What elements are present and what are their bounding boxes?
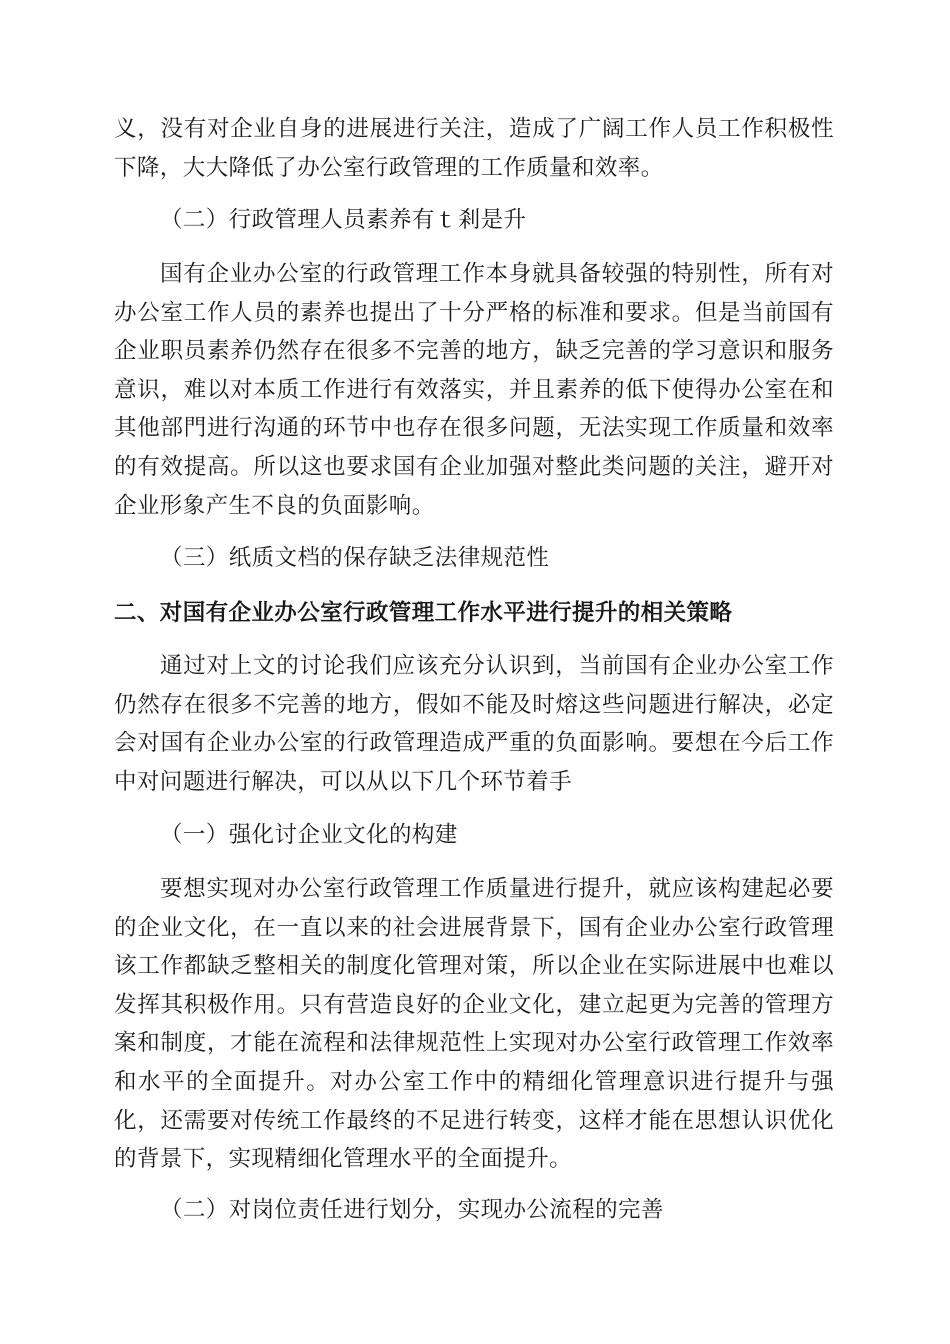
paragraph-personnel-quality: 国有企业办公室的行政管理工作本身就具备较强的特别性，所有对办公室工作人员的素养也提出了十分严格的标准和要求。但是当前国有企业职员素养仍然存在很多不完善的地方，缺乏完善的学习意识和服务意识，难以对本质工作进行有效落实，并且素养的低下使得办公室在和其他部門进行沟通的环节中也存在很多问题，无法实现工作质量和效率的有效提高。所以这也要求国有企业加强对整此类问题的关注，避开对企业形象产生不良的负面影响。	[114, 261, 834, 519]
subheading-corporate-culture: （一）强化讨企业文化的构建	[160, 822, 458, 848]
paragraph-continued: 义，没有对企业自身的进展进行关注，造成了广阔工作人员工作积极性下降，大大降低了办公室行政管理的工作质量和效率。	[114, 116, 834, 181]
subheading-paper-archives: （三）纸质文档的保存缺乏法律规范性	[160, 545, 550, 571]
paragraph-corporate-culture: 要想实现对办公室行政管理工作质量进行提升，就应该构建起必要的企业文化，在一直以来的社会进展背景下，国有企业办公室行政管理该工作都缺乏整相关的制度化管理对策，所以企业在实际进展中也难以发挥其积极作用。只有营造良好的企业文化，建立起更为完善的管理方案和制度，才能在流程和法律规范性上实现对办公室行政管理工作效率和水平的全面提升。对办公室工作中的精细化管理意识进行提升与强化，还需要对传统工作最终的不足进行转变，这样才能在思想认识优化的背景下，实现精细化管理水平的全面提升。	[114, 876, 834, 1173]
paragraph-strategies-intro: 通过对上文的讨论我们应该充分认识到，当前国有企业办公室工作仍然存在很多不完善的地方，假如不能及时熔这些问题进行解决，必定会对国有企业办公室的行政管理造成严重的负面影响。要想在今后工作中对问题进行解决，可以从以下几个环节着手	[114, 653, 834, 795]
subheading-job-responsibility: （二）对岗位责任进行划分，实现办公流程的完善	[160, 1197, 664, 1223]
subheading-personnel-quality: （二）行政管理人员素养有ｔ剎是升	[160, 207, 527, 233]
section-heading-strategies: 二、对国有企业办公室行政管理工作水平进行提升的相关策略	[114, 600, 733, 626]
